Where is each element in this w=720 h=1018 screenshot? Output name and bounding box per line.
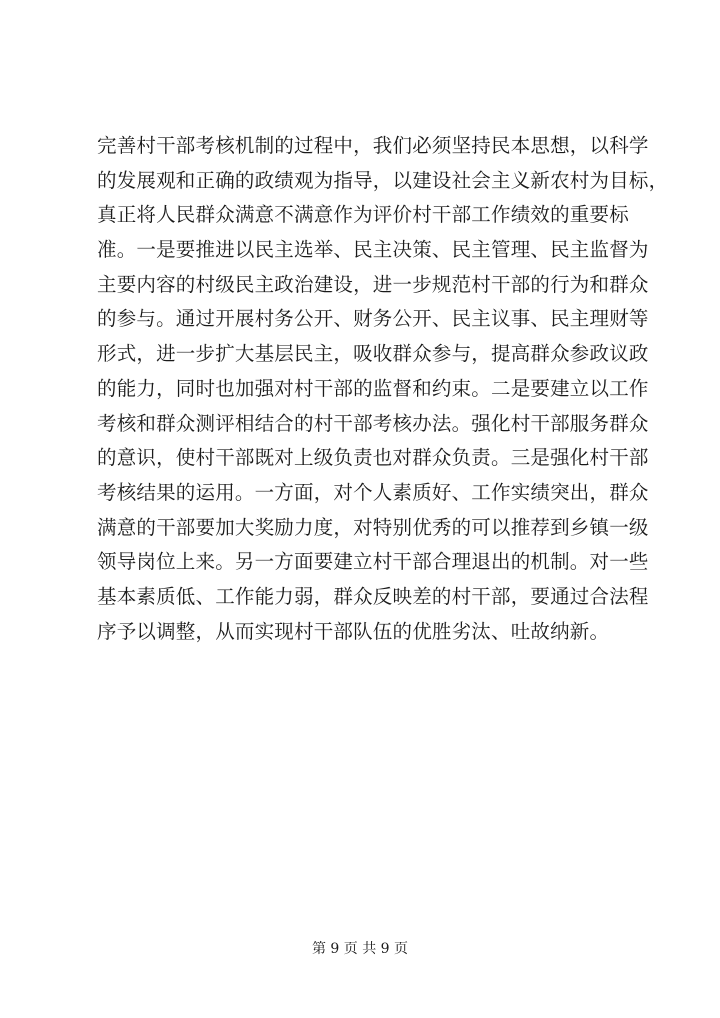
text-line: 考核和群众测评相结合的村干部考核办法。强化村干部服务群众 <box>97 411 649 435</box>
text-line: 考核结果的运用。一方面，对个人素质好、工作实绩突出，群众 <box>97 480 649 504</box>
text-line: 的能力，同时也加强对村干部的监督和约束。二是要建立以工作 <box>97 376 649 400</box>
text-line: 序予以调整，从而实现村干部队伍的优胜劣汰、吐故纳新。 <box>97 619 610 643</box>
text-line: 的发展观和正确的政绩观为指导，以建设社会主义新农村为目标， <box>97 168 669 192</box>
text-line: 完善村干部考核机制的过程中，我们必须坚持民本思想，以科学 <box>97 134 649 157</box>
text-line: 基本素质低、工作能力弱，群众反映差的村干部，要通过合法程 <box>97 584 649 608</box>
text-line: 主要内容的村级民主政治建设，进一步规范村干部的行为和群众 <box>97 272 649 296</box>
text-line: 领导岗位上来。另一方面要建立村干部合理退出的机制。对一些 <box>97 550 649 574</box>
text-line: 满意的干部要加大奖励力度，对特别优秀的可以推荐到乡镇一级 <box>97 515 649 539</box>
body-paragraph <box>97 132 669 652</box>
text-line: 准。一是要推进以民主选举、民主决策、民主管理、民主监督为 <box>97 238 649 262</box>
text-line: 形式，进一步扩大基层民主，吸收群众参与，提高群众参政议政 <box>97 342 649 366</box>
page-number-footer: 第 9 页 共 9 页 <box>311 941 409 957</box>
text-line: 真正将人民群众满意不满意作为评价村干部工作绩效的重要标 <box>97 203 629 227</box>
text-line: 的参与。通过开展村务公开、财务公开、民主议事、民主理财等 <box>97 307 649 331</box>
text-line: 的意识，使村干部既对上级负责也对群众负责。三是强化村干部 <box>97 446 649 470</box>
